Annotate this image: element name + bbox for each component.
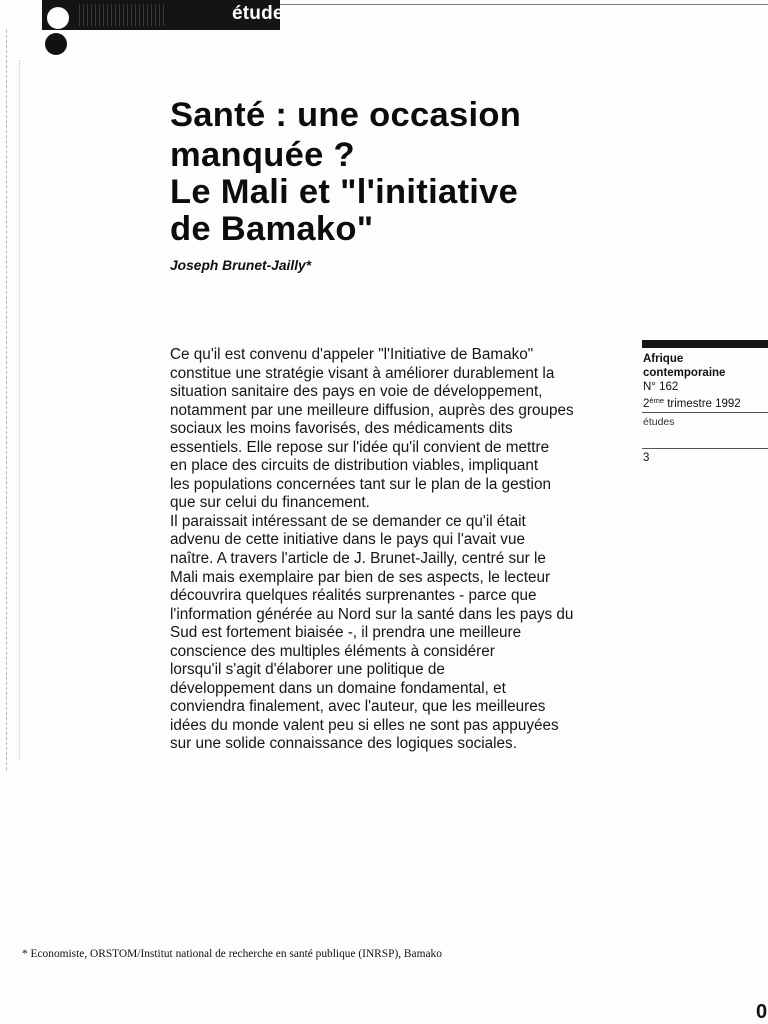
section-band-texture — [76, 4, 166, 26]
text-line: Il paraissait intéressant de se demander ce qu'il était — [170, 512, 526, 530]
section-header-band — [42, 0, 295, 30]
text-line: sur une solide connaissance des logiques sociales. — [170, 735, 517, 753]
journal-issue: N° 162 — [643, 381, 679, 393]
journal-period — [643, 394, 741, 411]
text-line: conscience des multiples éléments à considérer — [170, 642, 495, 660]
text-line: constitue une stratégie visant à améliorer durablement la — [170, 364, 555, 382]
title-line-3: Le Mali et "l'initiative — [170, 173, 519, 211]
journal-period-suffix: ème — [649, 396, 664, 405]
page-corner-mark: 0 — [756, 1001, 768, 1023]
abstract-paragraph-2 — [170, 513, 610, 754]
text-line: découvrira quelques réalités surprenantes - parce que — [170, 587, 537, 605]
text-line: Sud est fortement biaisée -, il prendra une meilleure — [170, 624, 522, 642]
text-line: sociaux les moins favorisés, des médicaments dits — [170, 420, 513, 438]
journal-rule-2 — [642, 448, 768, 449]
text-line: idées du monde valent peu si elles ne sont pas appuyées — [170, 716, 559, 734]
journal-name: Afrique contemporaine — [643, 353, 726, 379]
text-line: naître. A travers l'article de J. Brunet-Jailly, centré sur le — [170, 550, 546, 568]
journal-page-number: 3 — [643, 452, 650, 464]
text-line: Ce qu'il est convenu d'appeler "l'Initiative de Bamako" — [170, 346, 534, 363]
text-line: lorsqu'il s'agit d'élaborer une politique de — [170, 661, 445, 679]
text-line: que sur celui du financement. — [170, 494, 370, 512]
text-line: notamment par une meilleure diffusion, auprès des groupes — [170, 401, 574, 419]
title-line-2: manquée ? — [170, 136, 355, 174]
text-line: développement dans un domaine fondamental, et — [170, 679, 506, 697]
journal-rule — [642, 412, 768, 413]
binding-edge — [6, 30, 7, 770]
journal-section: études — [643, 416, 675, 428]
abstract-body — [170, 346, 610, 754]
text-line: situation sanitaire des pays en voie de développement, — [170, 383, 543, 401]
text-line: en place des circuits de distribution viables, impliquant — [170, 457, 539, 475]
text-line: conviendra finalement, avec l'auteur, que les meilleures — [170, 698, 546, 716]
journal-period-ordinal: 2 — [643, 398, 650, 410]
text-line: Mali mais exemplaire par bien de ses aspects, le lecteur — [170, 568, 551, 586]
section-bullet-icon — [47, 7, 69, 29]
top-rule — [280, 4, 768, 5]
author-footnote: * Economiste, ORSTOM/Institut national de recherche en santé publique (INRSP), Bamako — [22, 948, 442, 960]
abstract-paragraph-1 — [170, 346, 610, 513]
title-line-4: de Bamako" — [170, 210, 374, 248]
binding-edge-inner — [19, 60, 20, 760]
title-line-1: Santé : une occasion — [170, 96, 522, 134]
section-dot-icon — [45, 33, 67, 55]
text-line: essentiels. Elle repose sur l'idée qu'il convient de mettre — [170, 438, 550, 456]
section-label: études — [232, 3, 295, 24]
journal-period-rest: trimestre 1992 — [667, 398, 741, 410]
text-line: les populations concernées tant sur le plan de la gestion — [170, 475, 551, 493]
text-line: l'information générée au Nord sur la santé dans les pays du — [170, 605, 574, 623]
author-name: Joseph Brunet-Jailly* — [170, 258, 312, 273]
text-line: advenu de cette initiative dans le pays qui l'avait vue — [170, 531, 525, 549]
journal-bar — [642, 340, 768, 348]
